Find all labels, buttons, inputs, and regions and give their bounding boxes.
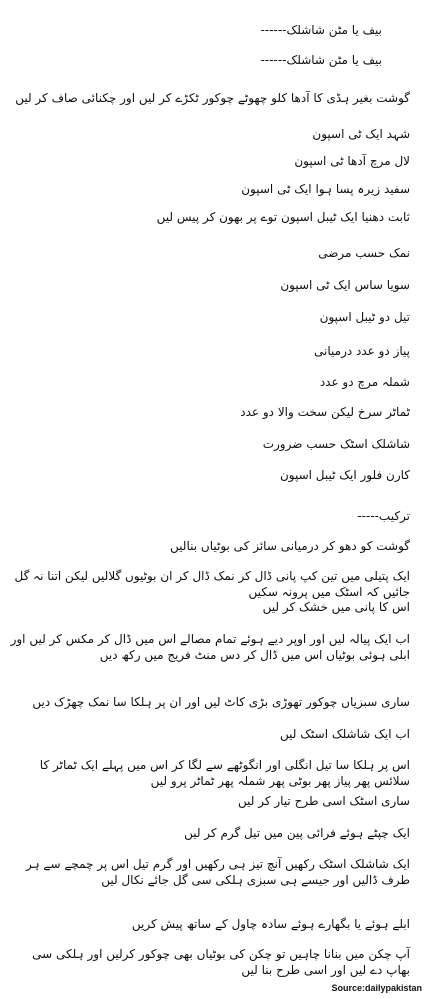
method-step: گوشت کو دھو کر درمیانی سائز کی بوٹیاں بنالیں	[170, 539, 410, 553]
ingredient-line: شملہ مرچ دو عدد	[319, 375, 410, 389]
method-step: ساری سبزیاں چوکور تھوڑی بڑی کاٹ لیں اور ان پر ہلکا سا نمک چھڑک دیں	[32, 695, 410, 709]
ingredient-line: نمک حسب مرضی	[318, 246, 410, 260]
ingredient-line: لال مرچ آدھا ٹی اسپون	[294, 154, 410, 168]
ingredient-line: ثابت دھنیا ایک ٹیبل اسپون توے پر بھون کر پیس لیں	[156, 210, 410, 224]
ingredient-line: گوشت بغیر ہڈی کا آدھا کلو چھوٹے چوکور ٹکڑے کر لیں اور چکنائی صاف کر لیں	[15, 91, 410, 105]
method-step: ایک پتیلی میں تین کپ پانی ڈال کر نمک ڈال کر ان بوٹیوں گلالیں لیکن اتنا نہ گل جائیں کہ اسٹک میں پرونہ سکیں	[14, 569, 410, 599]
method-step: اب ایک پیالہ لیں اور اوپر دیے ہوئے تمام مصالے اس میں ڈال کر مکس کر لیں اور ابلی ہوئی بوٹیاں اس میں ڈال کر دس منٹ فریج میں رکھ دیں	[10, 632, 410, 662]
recipe-title: بیف یا مٹن شاشلک------	[260, 23, 382, 37]
ingredient-line: تیل دو ٹیبل اسپون	[319, 310, 410, 324]
ingredient-line: سویا ساس ایک ٹی اسپون	[280, 278, 410, 292]
method-step: اس پر ہلکا سا تیل انگلی اور انگوٹھے سے لگا کر اس میں پہلے ایک ٹماٹر کا سلائس پھر پیاز پھر بوٹی پھر شملہ پھر ٹماٹر پرو لیں	[39, 758, 410, 788]
method-step: ساری اسٹک اسی طرح تیار کر لیں	[237, 794, 410, 808]
method-step: اس کا پانی میں خشک کر لیں	[262, 600, 410, 614]
method-heading: ترکیب-----	[357, 509, 410, 523]
ingredient-line: شہد ایک ٹی اسپون	[312, 127, 410, 141]
method-step: ایک چپٹے ہوئے فرائی پین میں تیل گرم کر لیں	[184, 826, 410, 840]
ingredient-line: شاشلک اسٹک حسب ضرورت	[262, 437, 410, 451]
source-credit: Source:dailypakistan	[331, 983, 422, 993]
method-step: ایک شاشلک اسٹک رکھیں آنچ تیز ہی رکھیں اور گرم تیل اس پر چمچے سے ہر طرف ڈالیں اور جیسے ہی سبزی ہلکی سی گل جائے نکال لیں	[25, 857, 410, 887]
method-step: اب ایک شاشلک اسٹک لیں	[280, 727, 410, 741]
method-step: آپ چکن میں بنانا چاہیں تو چکن کی بوٹیاں بھی چوکور کرلیں اور ہلکی سی بھاپ دے لیں اور اسی طرح بنا لیں	[32, 947, 410, 977]
ingredient-line: پیاز دو عدد درمیانی	[314, 344, 410, 358]
ingredient-line: سفید زیرہ پسا ہوا ایک ٹی اسپون	[241, 182, 410, 196]
recipe-subtitle: بیف یا مٹن شاشلک------	[260, 53, 382, 67]
method-step: ابلے ہوئے یا بگھارے ہوئے سادہ چاول کے ساتھ پیش کریں	[131, 917, 410, 931]
ingredient-line: کارن فلور ایک ٹیبل اسپون	[279, 468, 410, 482]
ingredient-line: ٹماٹر سرخ لیکن سخت والا دو عدد	[240, 405, 410, 419]
